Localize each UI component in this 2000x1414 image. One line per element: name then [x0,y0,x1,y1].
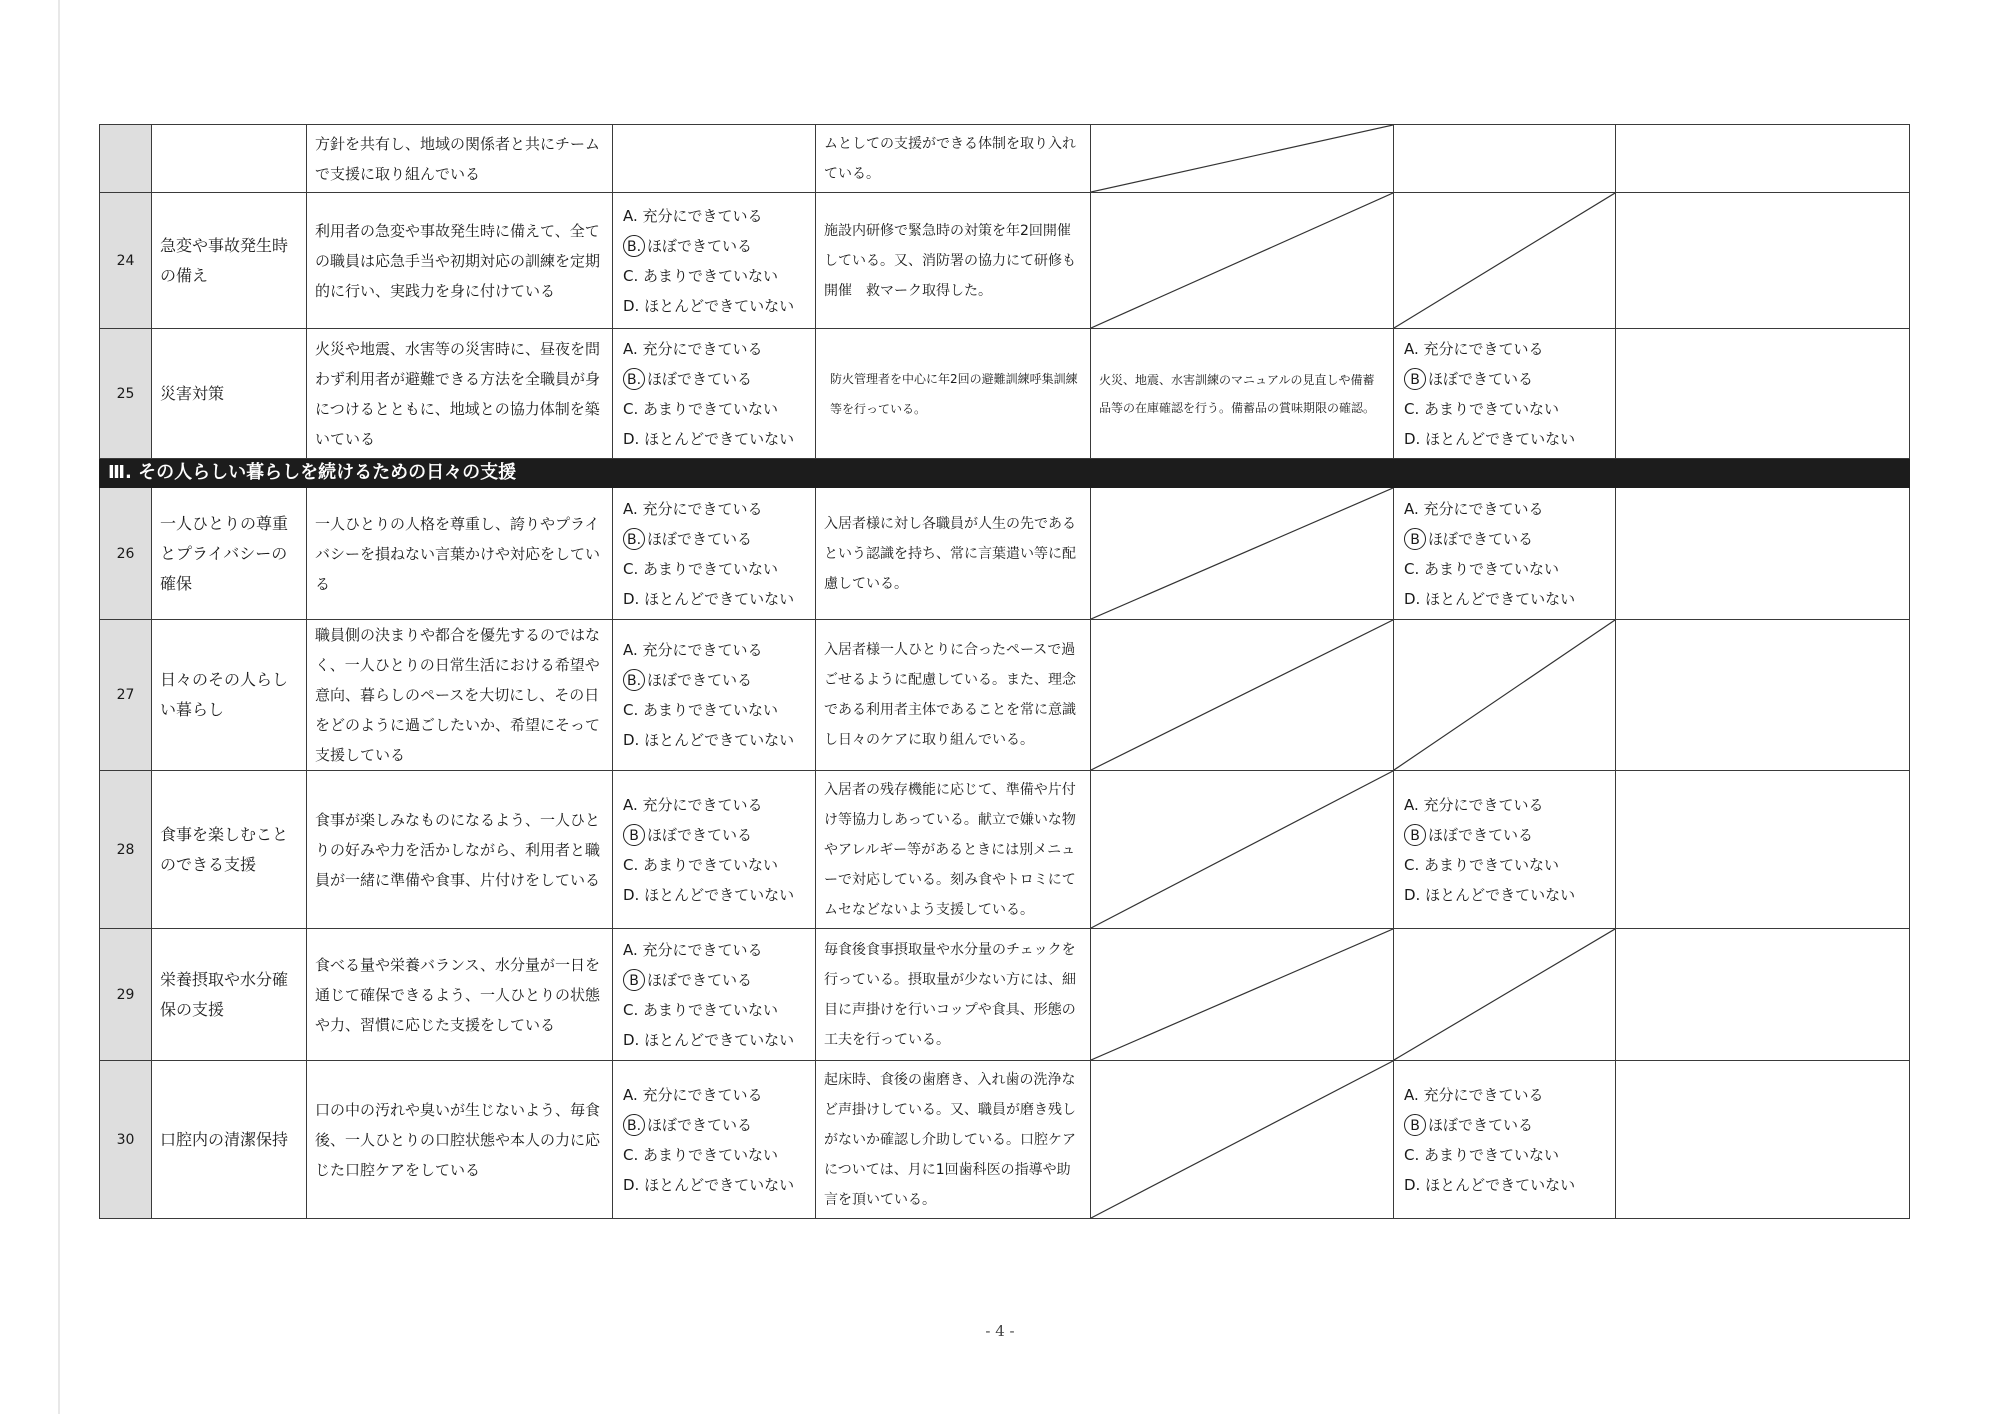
self-evaluation-choices [613,929,816,1061]
section-heading: Ⅲ. その人らしい暮らしを続けるための日々の支援 [100,459,1910,488]
item-description: 職員側の決まりや都合を優先するのではなく、一人ひとりの日常生活における希望や意向、暮らしのペースを大切にし、その日をどのように過ごしたいか、希望にそって支援している [307,620,613,771]
choice-b-selected: B. ほぼできている [623,665,807,695]
choice-c: C. あまりできていない [623,855,779,874]
choice-a: A. 充分にできている [623,940,763,959]
row-number: 30 [100,1061,152,1219]
practice-note: 防火管理者を中心に年2回の避難訓練呼集訓練等を行っている。 [816,329,1091,459]
item-title: 災害対策 [152,329,307,459]
external-evaluation-cell [1091,929,1394,1061]
item-title [152,125,307,193]
self-evaluation-choices [613,620,816,771]
comment-cell [1616,771,1910,929]
item-description: 食べる量や栄養バランス、水分量が一日を通じて確保できるよう、一人ひとりの状態や力、習慣に応じた支援をしている [307,929,613,1061]
external-evaluation-choices [1394,771,1616,929]
item-description: 一人ひとりの人格を尊重し、誇りやプライバシーを損ねない言葉かけや対応をしている [307,488,613,620]
external-evaluation-cell [1091,620,1394,771]
comment-cell [1616,1061,1910,1219]
choice-a: A. 充分にできている [1404,499,1544,518]
choice-c: C. あまりできていない [1404,855,1560,874]
item-description: 食事が楽しみなものになるよう、一人ひとりの好みや力を活かしながら、利用者と職員が一緒に準備や食事、片付けをしている [307,771,613,929]
self-evaluation-choices [613,488,816,620]
choice-c: C. あまりできていない [623,266,779,285]
choice-d: D. ほとんどできていない [623,885,795,904]
choice-b-selected: B ほぼできている [623,965,807,995]
choice-d: D. ほとんどできていない [623,296,795,315]
selected-circle-mark: B [1404,528,1426,550]
item-title: 口腔内の清潔保持 [152,1061,307,1219]
table-row-26 [100,488,1910,620]
choice-b-selected: B. ほぼできている [623,231,807,261]
selected-circle-mark: B [623,969,645,991]
item-description: 火災や地震、水害等の災害時に、昼夜を問わず利用者が避難できる方法を全職員が身につけるとともに、地域との協力体制を築いている [307,329,613,459]
choice-a: A. 充分にできている [623,339,763,358]
choice-c: C. あまりできていない [623,1145,779,1164]
comment-cell [1616,488,1910,620]
practice-note: 入居者様一人ひとりに合ったペースで過ごせるように配慮している。また、理念である利用者主体であることを常に意識し日々のケアに取り組んでいる。 [816,620,1091,771]
selected-circle-mark: B. [623,1114,645,1136]
evaluation-table [99,124,1910,1219]
practice-note: ムとしての支援ができる体制を取り入れている。 [816,125,1091,193]
choice-b-selected: B ほぼできている [623,820,807,850]
choice-a: A. 充分にできている [623,206,763,225]
self-evaluation-choices [613,193,816,329]
external-choices-cell [1394,193,1616,329]
choice-c: C. あまりできていない [623,399,779,418]
choice-b-selected: B ほぼできている [1404,364,1607,394]
item-description: 方針を共有し、地域の関係者と共にチームで支援に取り組んでいる [307,125,613,193]
row-number: 25 [100,329,152,459]
practice-note: 毎食後食事摂取量や水分量のチェックを行っている。摂取量が少ない方には、細目に声掛けを行いコップや食具、形態の工夫を行っている。 [816,929,1091,1061]
table-row-24 [100,193,1910,329]
page-number: - 4 - [985,1322,1015,1340]
table-row-25 [100,329,1910,459]
external-evaluation-choices [1394,329,1616,459]
external-evaluation-note: 火災、地震、水害訓練のマニュアルの見直しや備蓄品等の在庫確認を行う。備蓄品の賞味期限の確認。 [1091,329,1394,459]
choice-c: C. あまりできていない [1404,399,1560,418]
section-header-row [100,459,1910,488]
external-evaluation-cell [1091,125,1394,193]
selected-circle-mark: B [1404,1114,1426,1136]
self-evaluation-choices [613,329,816,459]
choice-a: A. 充分にできている [1404,795,1544,814]
choice-a: A. 充分にできている [623,795,763,814]
selected-circle-mark: B. [623,235,645,257]
item-title: 栄養摂取や水分確保の支援 [152,929,307,1061]
practice-note: 入居者様に対し各職員が人生の先であるという認識を持ち、常に言葉遣い等に配慮している。 [816,488,1091,620]
self-evaluation-choices [613,1061,816,1219]
external-evaluation-cell [1091,488,1394,620]
choice-b-selected: B. ほぼできている [623,524,807,554]
choice-d: D. ほとんどできていない [623,429,795,448]
external-evaluation-cell [1091,771,1394,929]
external-choices-cell [1394,620,1616,771]
choice-b-selected: B. ほぼできている [623,364,807,394]
practice-note: 起床時、食後の歯磨き、入れ歯の洗浄など声掛けしている。又、職員が磨き残しがないか確認し介助している。口腔ケアについては、月に1回歯科医の指導や助言を頂いている。 [816,1061,1091,1219]
selected-circle-mark: B. [623,368,645,390]
selected-circle-mark: B. [623,528,645,550]
choice-c: C. あまりできていない [623,559,779,578]
selected-circle-mark: B [1404,368,1426,390]
comment-cell [1616,125,1910,193]
item-title: 日々のその人らしい暮らし [152,620,307,771]
choice-a: A. 充分にできている [623,1085,763,1104]
comment-cell [1616,329,1910,459]
item-title: 食事を楽しむことのできる支援 [152,771,307,929]
choice-d: D. ほとんどできていない [1404,589,1576,608]
table-row-27 [100,620,1910,771]
selected-circle-mark: B [623,824,645,846]
choice-b-selected: B ほぼできている [1404,1110,1607,1140]
choice-d: D. ほとんどできていない [1404,429,1576,448]
item-title: 急変や事故発生時の備え [152,193,307,329]
row-number: 24 [100,193,152,329]
choice-b-selected: B ほぼできている [1404,820,1607,850]
item-description: 利用者の急変や事故発生時に備えて、全ての職員は応急手当や初期対応の訓練を定期的に行い、実践力を身に付けている [307,193,613,329]
row-number: 27 [100,620,152,771]
choice-d: D. ほとんどできていない [1404,1175,1576,1194]
choice-c: C. あまりできていない [623,701,779,719]
choice-d: D. ほとんどできていない [623,731,795,749]
comment-cell [1616,193,1910,329]
selected-circle-mark: B. [623,669,645,691]
comment-cell [1616,929,1910,1061]
choice-c: C. あまりできていない [1404,1145,1560,1164]
comment-cell [1616,620,1910,771]
choice-a: A. 充分にできている [623,641,763,659]
choice-a: A. 充分にできている [1404,1085,1544,1104]
row-number: 28 [100,771,152,929]
page-edge [58,0,60,1414]
choice-c: C. あまりできていない [1404,559,1560,578]
choice-d: D. ほとんどできていない [623,1030,795,1049]
external-evaluation-choices [1394,488,1616,620]
table-row-29 [100,929,1910,1061]
item-description: 口の中の汚れや臭いが生じないよう、毎食後、一人ひとりの口腔状態や本人の力に応じた口腔ケアをしている [307,1061,613,1219]
self-evaluation-choices [613,771,816,929]
external-evaluation-cell [1091,193,1394,329]
external-choices-cell [1394,125,1616,193]
choice-c: C. あまりできていない [623,1000,779,1019]
external-choices-cell [1394,929,1616,1061]
choice-d: D. ほとんどできていない [1404,885,1576,904]
choice-d: D. ほとんどできていない [623,1175,795,1194]
table-row-continued [100,125,1910,193]
self-evaluation-choices [613,125,816,193]
row-number: 26 [100,488,152,620]
practice-note: 入居者の残存機能に応じて、準備や片付け等協力しあっている。献立で嫌いな物やアレルギー等があるときには別メニューで対応している。刻み食やトロミにてムセなどないよう支援している。 [816,771,1091,929]
row-number: 29 [100,929,152,1061]
row-number [100,125,152,193]
choice-b-selected: B. ほぼできている [623,1110,807,1140]
choice-d: D. ほとんどできていない [623,589,795,608]
choice-a: A. 充分にできている [623,499,763,518]
choice-a: A. 充分にできている [1404,339,1544,358]
external-evaluation-cell [1091,1061,1394,1219]
choice-b-selected: B ほぼできている [1404,524,1607,554]
table-row-28 [100,771,1910,929]
selected-circle-mark: B [1404,824,1426,846]
table-row-30 [100,1061,1910,1219]
external-evaluation-choices [1394,1061,1616,1219]
practice-note: 施設内研修で緊急時の対策を年2回開催している。又、消防署の協力にて研修も開催 救マーク取得した。 [816,193,1091,329]
item-title: 一人ひとりの尊重とプライバシーの確保 [152,488,307,620]
